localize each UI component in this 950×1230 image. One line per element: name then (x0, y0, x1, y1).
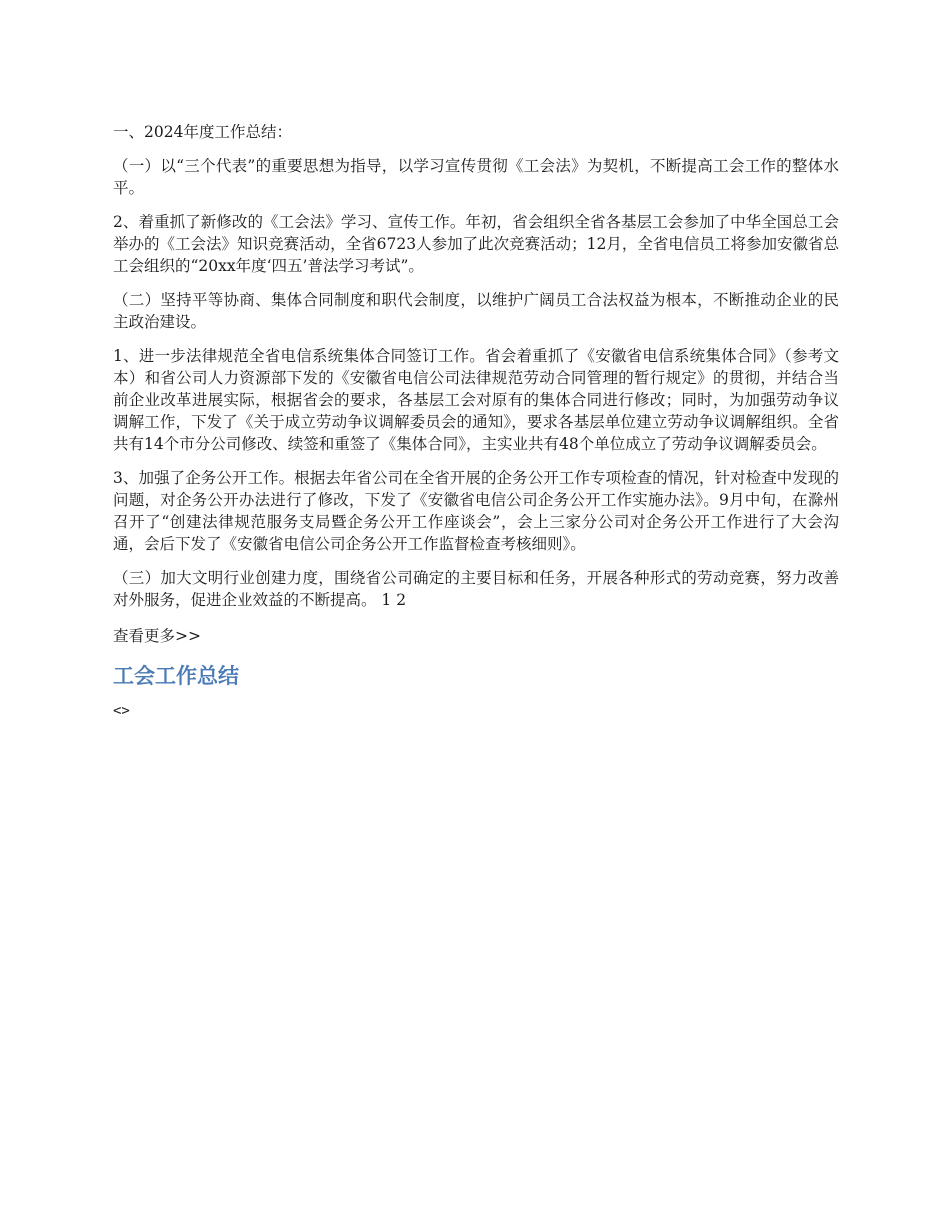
pagination-arrows[interactable]: <> (113, 703, 130, 719)
paragraph-section-three: （三）加大文明行业创建力度，围绕省公司确定的主要目标和任务，开展各种形式的劳动竞赛，努力改善对外服务，促进企业效益的不断提高。 1 2 (113, 569, 839, 609)
section-title: 工会工作总结 (113, 664, 239, 688)
paragraph-item-3: 3、加强了企务公开工作。根据去年省公司在全省开展的企务公开工作专项检查的情况，针对检查中发现的问题，对企务公开办法进行了修改，下发了《安徽省电信公司企务公开工作实施办法》。9月中旬，在滁州召开了“创建法律规范服务支局暨企务公开工作座谈会”，会上三家分公司对企务公开工作进行了大会沟通，会后下发了《安徽省电信公司企务公开工作监督检查考核细则》。 (113, 469, 839, 553)
paragraph-item-2: 2、着重抓了新修改的《工会法》学习、宣传工作。年初，省会组织全省各基层工会参加了中华全国总工会举办的《工会法》知识竞赛活动，全省6723人参加了此次竞赛活动；12月，全省电信员工将参加安徽省总工会组织的“20xx年度‘四五’普法学习考试”。 (113, 213, 839, 275)
article-body (113, 121, 839, 721)
paragraph-item-1: 1、进一步法律规范全省电信系统集体合同签订工作。省会着重抓了《安徽省电信系统集体合同》（参考文本）和省公司人力资源部下发的《安徽省电信公司法律规范劳动合同管理的暂行规定》的贯彻，并结合当前企业改革进展实际，根据省会的要求，各基层工会对原有的集体合同进行修改；同时，为加强劳动争议调解工作，下发了《关于成立劳动争议调解委员会的通知》，要求各基层单位建立劳动争议调解组织。全省共有14个市分公司修改、续签和重签了《集体合同》，主实业共有48个单位成立了劳动争议调解委员会。 (113, 347, 839, 453)
paragraph-section-one: （一）以“三个代表”的重要思想为指导，以学习宣传贯彻《工会法》为契机，不断提高工会工作的整体水平。 (113, 157, 839, 197)
view-more-link[interactable]: 查看更多>> (113, 627, 201, 645)
heading-annual-summary: 一、2024年度工作总结： (113, 123, 292, 141)
paragraph-section-two: （二）坚持平等协商、集体合同制度和职代会制度，以维护广阔员工合法权益为根本，不断推动企业的民主政治建设。 (113, 291, 839, 331)
